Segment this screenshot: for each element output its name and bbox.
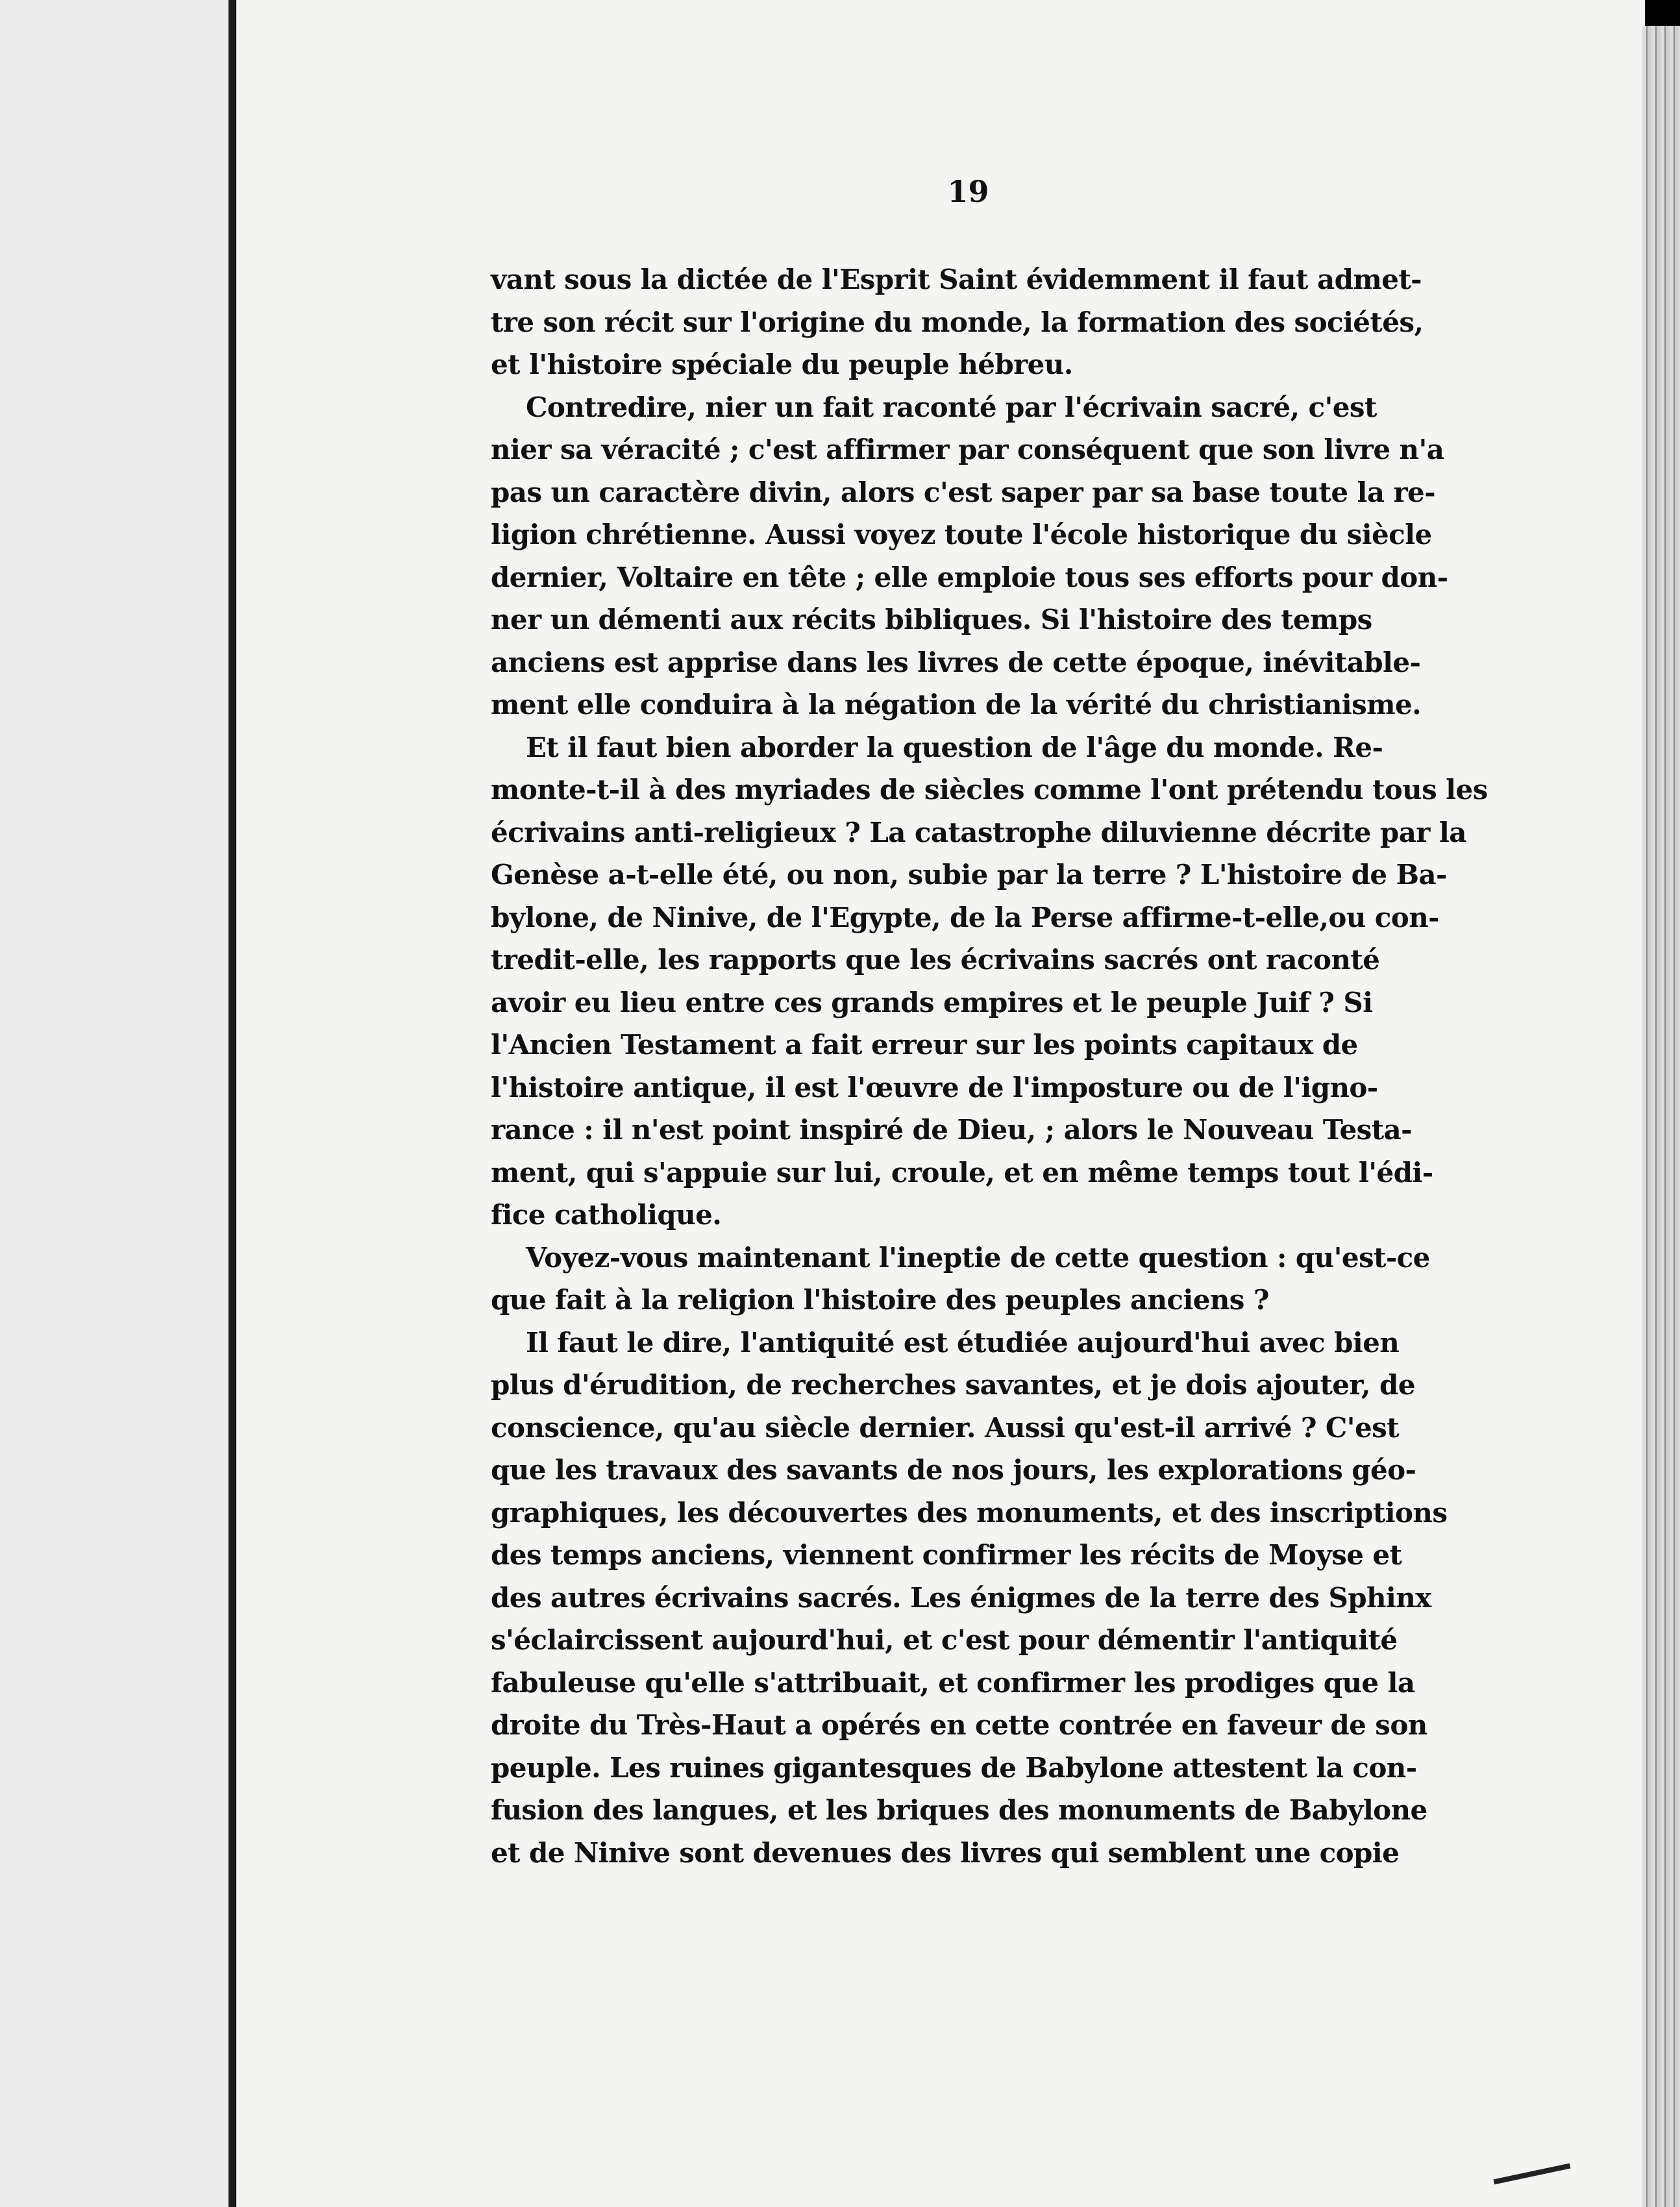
- text-line: nier sa véracité ; c'est affirmer par conséquent que son livre n'a: [491, 434, 1444, 465]
- page-number: 19: [947, 174, 989, 209]
- text-line: avoir eu lieu entre ces grands empires et le peuple Juif ? Si: [491, 986, 1373, 1018]
- text-line: fabuleuse qu'elle s'attribuait, et confirmer les prodiges que la: [491, 1666, 1415, 1699]
- text-line: pas un caractère divin, alors c'est saper par sa base toute la re-: [491, 476, 1435, 508]
- page-stack-edge: [1642, 26, 1680, 2207]
- text-line: Il faut le dire, l'antiquité est étudiée aujourd'hui avec bien: [526, 1326, 1400, 1359]
- text-line: fice catholique.: [491, 1199, 722, 1231]
- text-line: dernier, Voltaire en tête ; elle emploie tous ses efforts pour don-: [491, 561, 1448, 593]
- text-line: plus d'érudition, de recherches savantes, et je dois ajouter, de: [491, 1369, 1415, 1401]
- text-line: ligion chrétienne. Aussi voyez toute l'école historique du siècle: [491, 519, 1432, 550]
- text-line: graphiques, les découvertes des monuments, et des inscriptions: [491, 1496, 1448, 1529]
- text-line: l'Ancien Testament a fait erreur sur les points capitaux de: [491, 1029, 1358, 1061]
- text-line: que les travaux des savants de nos jours, les explorations géo-: [491, 1454, 1416, 1486]
- text-line: rance : il n'est point inspiré de Dieu, ; alors le Nouveau Testa-: [491, 1114, 1412, 1146]
- text-line: tredit-elle, les rapports que les écrivains sacrés ont raconté: [491, 944, 1380, 976]
- text-line: Et il faut bien aborder la question de l'âge du monde. Re-: [526, 731, 1383, 763]
- text-line: des autres écrivains sacrés. Les énigmes de la terre des Sphinx: [491, 1581, 1431, 1614]
- body-text: [491, 258, 1488, 1874]
- text-line: s'éclaircissent aujourd'hui, et c'est pour démentir l'antiquité: [491, 1624, 1398, 1656]
- text-line: monte-t-il à des myriades de siècles comme l'ont prétendu tous les: [491, 774, 1488, 806]
- text-line: ment elle conduira à la négation de la vérité du christianisme.: [491, 689, 1422, 721]
- text-line: droite du Très-Haut a opérés en cette contrée en faveur de son: [491, 1709, 1427, 1741]
- book-page: [236, 0, 1645, 2207]
- text-line: fusion des langues, et les briques des monuments de Babylone: [491, 1794, 1427, 1826]
- text-line: Genèse a-t-elle été, ou non, subie par la terre ? L'histoire de Ba-: [491, 859, 1447, 891]
- text-line: anciens est apprise dans les livres de cette époque, inévitable-: [491, 646, 1421, 678]
- text-line: des temps anciens, viennent confirmer les récits de Moyse et: [491, 1539, 1402, 1571]
- text-line: Contredire, nier un fait raconté par l'écrivain sacré, c'est: [526, 391, 1377, 423]
- text-line: que fait à la religion l'histoire des peuples anciens ?: [491, 1284, 1269, 1316]
- text-line: et l'histoire spéciale du peuple hébreu.: [491, 349, 1073, 380]
- text-line: ment, qui s'appuie sur lui, croule, et en même temps tout l'édi-: [491, 1156, 1433, 1189]
- text-line: Voyez-vous maintenant l'ineptie de cette question : qu'est-ce: [526, 1241, 1430, 1274]
- text-line: l'histoire antique, il est l'œuvre de l'imposture ou de l'igno-: [491, 1071, 1378, 1104]
- text-line: bylone, de Ninive, de l'Egypte, de la Perse affirme-t-elle,ou con-: [491, 901, 1439, 933]
- text-line: conscience, qu'au siècle dernier. Aussi qu'est-il arrivé ? C'est: [491, 1411, 1399, 1444]
- text-line: tre son récit sur l'origine du monde, la formation des sociétés,: [491, 306, 1424, 338]
- text-line: écrivains anti-religieux ? La catastrophe diluvienne décrite par la: [491, 816, 1466, 848]
- text-line: ner un démenti aux récits bibliques. Si l'histoire des temps: [491, 604, 1372, 635]
- previous-page-edge: [0, 0, 235, 2207]
- text-line: vant sous la dictée de l'Esprit Saint évidemment il faut admet-: [491, 264, 1422, 295]
- text-line: peuple. Les ruines gigantesques de Babylone attestent la con-: [491, 1751, 1417, 1784]
- text-line: et de Ninive sont devenues des livres qui semblent une copie: [491, 1836, 1400, 1869]
